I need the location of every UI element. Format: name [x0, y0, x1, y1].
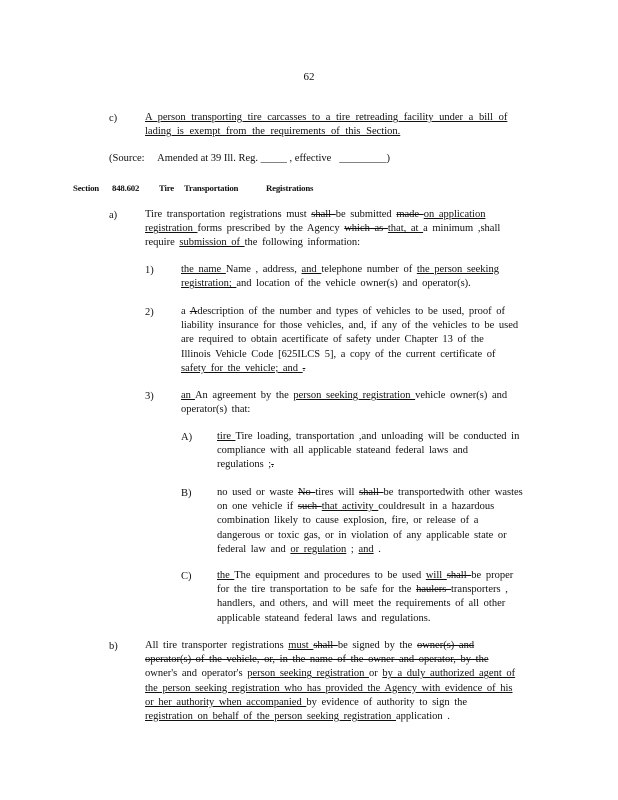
item-b-l6-a: application . — [396, 711, 450, 723]
sub1-line-2 — [181, 277, 531, 291]
sub1-label: 1) — [145, 265, 154, 276]
item-a-l2-ins2: that, at — [387, 223, 424, 235]
item-b-line-6 — [145, 710, 545, 724]
sub1-text — [181, 263, 531, 291]
subA-text — [217, 430, 537, 473]
subA-line-2: compliance with all applicable stateand federal laws and — [217, 445, 469, 457]
item-b-l1-a: All tire transporter registrations — [145, 640, 289, 651]
item-b-line-5 — [145, 696, 545, 710]
item-b-l1-del: shall — [313, 640, 338, 651]
item-b-l3-ins2: by a duly authorized agent of — [382, 668, 516, 680]
item-a-text — [145, 208, 530, 251]
subB-l1-b: tires will — [315, 487, 360, 498]
item-b-l1-del2: owner(s) and — [416, 640, 475, 651]
item-b-text — [145, 639, 545, 724]
subB-l5-a: federal law and — [217, 543, 291, 555]
section-number: 848.602 — [112, 183, 140, 193]
section-label: Section — [73, 183, 99, 193]
item-a-l1-ins: on application — [423, 209, 486, 220]
item-a-l3-a: require — [145, 237, 180, 249]
subA-line-3 — [217, 458, 537, 472]
item-b-l5-a: by evidence of authority to sign the — [306, 696, 468, 708]
item-a-l1-del2: made — [396, 209, 424, 220]
source-blank-1: _____ — [260, 153, 287, 164]
item-a-line-2 — [145, 222, 530, 236]
section-word-tire: Tire — [159, 183, 175, 193]
item-b-l5-ins: or her authority when accompanied — [145, 696, 307, 708]
source-amended: Amended at 39 Ill. Reg. — [157, 153, 259, 164]
source-note — [109, 153, 390, 164]
subC-line-3: handlers, and others, and will meet the requirements of all other — [217, 598, 506, 610]
sub2-l1-a: a — [181, 306, 190, 317]
subA-l1-a: Tire loading, transportation ,and unloading will be conducted in — [235, 431, 520, 442]
item-b-line-1 — [145, 639, 545, 653]
subB-l2-b: couldresult in a hazardous — [378, 501, 495, 513]
subC-line-4: applicable stateand federal laws and regulations. — [217, 612, 431, 624]
page-number: 62 — [303, 71, 315, 83]
item-a-line-1 — [145, 208, 530, 222]
subC-l2-b: transporters , — [451, 584, 508, 596]
sub2-l5-del: . — [302, 362, 306, 374]
item-a-label: a) — [109, 210, 118, 221]
item-b-l3-a: owner's and operator's — [145, 668, 248, 680]
subB-line-1 — [217, 486, 537, 500]
item-a-l2-ins: registration — [145, 223, 198, 235]
sub2-line-1 — [181, 305, 536, 319]
sub1-l1-a: Name , address, — [225, 264, 302, 275]
item-c-line-1: A person transporting tire carcasses to a tire retreading facility under a bill of — [145, 112, 508, 123]
subC-line-2 — [217, 583, 537, 597]
section-heading — [73, 183, 533, 193]
item-b-l6-ins: registration on behalf of the person seeking registration — [145, 711, 397, 723]
subC-l2-a: for the tire transportation to be safe for the — [217, 584, 417, 596]
subC-l1-ins: the — [217, 570, 235, 581]
sub2-text — [181, 305, 536, 376]
subC-l1-a: The equipment and procedures to be used — [234, 570, 426, 581]
sub1-l1-b: telephone number of — [321, 264, 417, 275]
subB-l1-c: be transportedwith other wastes — [383, 487, 523, 498]
source-label: (Source: — [109, 153, 145, 164]
item-a-l2-a: forms prescribed by the Agency — [197, 223, 345, 235]
subB-l1-del: No — [297, 487, 316, 498]
subA-l3: regulations ; — [217, 459, 272, 471]
subA-l1-ins: tire — [217, 431, 236, 442]
item-a-l1-b: be submitted — [335, 209, 397, 220]
sub3-l1-ins: an — [181, 390, 195, 401]
source-close: ) — [386, 153, 390, 164]
subC-l1-del: shall — [446, 570, 472, 581]
item-a-l2-del: which — [344, 223, 375, 235]
item-b-label: b) — [109, 641, 118, 652]
sub2-line-3: are required to obtain acertificate of safety under Chapter 13 of the — [181, 334, 484, 346]
subB-l1-a: no used or waste — [217, 487, 298, 498]
subA-l3-del: . — [271, 459, 274, 471]
item-b-l3-ins: person seeking registration — [247, 668, 369, 680]
subB-l5-b: ; — [346, 543, 359, 555]
item-b-line-4 — [145, 682, 545, 696]
item-a-line-3 — [145, 236, 530, 250]
subB-label: B) — [181, 488, 192, 499]
item-b-l1-b: be signed by the — [337, 640, 417, 651]
sub1-l2-ins: registration; — [181, 278, 237, 290]
source-blank-2: _________ — [339, 153, 387, 164]
source-effective: , effective — [289, 153, 332, 164]
sub1-line-1 — [181, 263, 531, 277]
sub3-line-2: operator(s) that: — [181, 404, 251, 416]
sub2-label: 2) — [145, 307, 154, 318]
item-b-l3-b: or — [368, 668, 383, 680]
subB-l1-del2: shall — [359, 487, 384, 498]
sub1-l1-ins: the name — [181, 264, 226, 275]
item-a-l1-a: Tire transportation registrations must — [145, 209, 312, 220]
subA-line-1 — [217, 430, 537, 444]
item-b-l1-ins: must — [288, 640, 314, 651]
sub2-l5-ins: safety for the vehicle; and — [181, 362, 303, 374]
subB-l2-a: on one vehicle if — [217, 501, 298, 513]
sub3-text — [181, 389, 531, 417]
subC-label: C) — [181, 571, 192, 582]
subB-line-5 — [217, 543, 537, 557]
item-c-text — [145, 111, 530, 139]
subC-l1-b: be proper — [471, 570, 514, 581]
subA-label: A) — [181, 432, 193, 443]
subB-l5-c: . — [373, 543, 381, 555]
sub3-l1-a: An agreement by the — [194, 390, 294, 401]
subB-l5-ins2: and — [358, 543, 374, 555]
subC-text — [217, 569, 537, 626]
item-b-l2-del: operator(s) of the vehicle, or, in the name of the owner and operator, by the — [145, 654, 489, 666]
subC-line-1 — [217, 569, 537, 583]
item-a-l1-del: shall — [311, 209, 336, 220]
section-word-transportation: Transportation — [184, 183, 239, 193]
item-a-l3-b: the following information: — [244, 237, 361, 249]
sub3-label: 3) — [145, 391, 154, 402]
item-a-l3-ins: submission of — [179, 237, 245, 249]
sub3-l1-ins2: person seeking registration — [293, 390, 416, 401]
item-c-label: c) — [109, 113, 118, 124]
subB-l2-del: such — [297, 501, 322, 513]
sub1-l2-a: and location of the vehicle owner(s) and operator(s). — [236, 278, 471, 290]
item-a-l2-b: a minimum ,shall — [423, 223, 501, 235]
sub2-l1-b: description of the number and types of vehicles to be used, proof of — [197, 306, 506, 317]
section-word-registrations: Registrations — [266, 183, 314, 193]
sub2-line-2: liability insurance for those vehicles, and, if any of the vehicles to be used — [181, 320, 519, 332]
item-a-l2-del2: as — [374, 223, 388, 235]
item-b-line-2 — [145, 653, 545, 667]
sub1-l1-ins2: and — [301, 264, 322, 275]
subC-l1-ins2: will — [425, 570, 447, 581]
sub3-line-1 — [181, 389, 531, 403]
item-b-l4-ins: the person seeking registration who has provided the Agency with evidence of his — [145, 682, 513, 694]
item-c-line-2: lading is exempt from the requirements of this Section. — [145, 126, 401, 138]
sub1-l1-ins3: the person seeking — [416, 264, 499, 275]
subB-text — [217, 486, 537, 557]
subB-line-2 — [217, 500, 537, 514]
sub2-line-5 — [181, 362, 536, 376]
subB-line-4: dangerous or toxic gas, or in violation of any applicable state or — [217, 529, 507, 541]
subB-line-3: combination likely to cause explosion, fire, or release of a — [217, 515, 479, 527]
subB-l5-ins: or regulation — [290, 543, 347, 555]
sub2-line-4: Illinois Vehicle Code [625ILCS 5], a copy of the current certificate of — [181, 348, 496, 360]
subB-l2-ins: that activity — [321, 501, 379, 513]
sub3-l1-b: vehicle owner(s) and — [415, 390, 508, 401]
sub2-l1-del: A — [189, 306, 198, 317]
subC-l2-del: haulers — [416, 584, 452, 596]
item-b-line-3 — [145, 667, 545, 681]
